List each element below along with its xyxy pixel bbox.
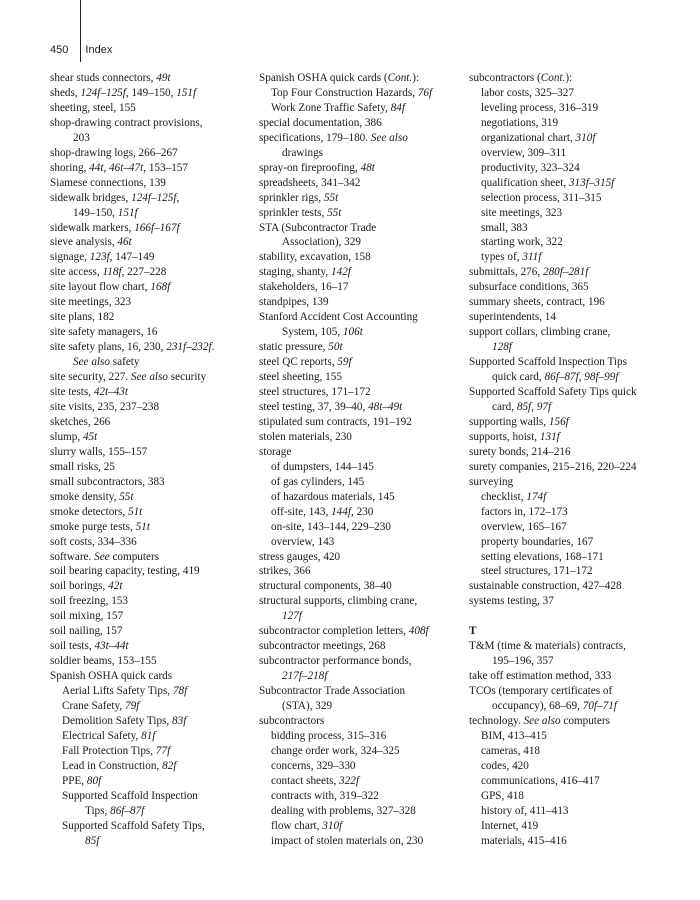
index-entry: 195–196, 357 (492, 655, 554, 668)
index-entry: steel structures, 171–172 (481, 565, 593, 578)
index-entry: factors in, 172–173 (481, 505, 568, 518)
index-entry: stipulated sum contracts, 191–192 (259, 415, 412, 428)
index-entry: setting elevations, 168–171 (481, 550, 604, 563)
index-entry: soil nailing, 157 (50, 625, 123, 638)
index-entry: soft costs, 334–336 (50, 535, 137, 548)
index-entry: on-site, 143–144, 229–230 (271, 520, 391, 533)
index-entry: subcontractors (259, 714, 325, 727)
index-entry: Demolition Safety Tips, 83f (62, 714, 187, 727)
index-entry: site tests, 42t–43t (50, 386, 129, 399)
index-entry: storage (259, 445, 292, 458)
index-entry: support collars, climbing crane, (469, 326, 611, 339)
index-entry: smoke detectors, 51t (50, 505, 143, 518)
index-entry: Spanish OSHA quick cards (50, 670, 173, 683)
index-entry: of gas cylinders, 145 (271, 475, 365, 488)
index-entry: shoring, 44t, 46t–47t, 153–157 (50, 161, 188, 174)
index-entry: concerns, 329–330 (271, 759, 356, 772)
index-entry: property boundaries, 167 (481, 535, 594, 548)
index-entry: selection process, 311–315 (481, 191, 602, 204)
index-entry: stakeholders, 16–17 (259, 281, 349, 294)
index-entry: surveying (469, 475, 514, 488)
index-entry: systems testing, 37 (469, 595, 554, 608)
index-entry: subcontractor performance bonds, (259, 655, 412, 668)
index-entry: structural supports, climbing crane, (259, 595, 418, 608)
index-entry: subcontractor completion letters, 408f (259, 625, 429, 638)
index-entry: contact sheets, 322f (271, 774, 359, 787)
index-entry: See also safety (73, 356, 140, 369)
index-entry: site access, 118f, 227–228 (50, 266, 167, 279)
index-entry: leveling process, 316–319 (481, 101, 599, 114)
index-entry: surety bonds, 214–216 (469, 445, 571, 458)
index-entry: structural components, 38–40 (259, 580, 392, 593)
index-entry: sieve analysis, 46t (50, 236, 132, 249)
index-entry: slump, 45t (50, 430, 98, 443)
index-entry: staging, shanty, 142f (259, 266, 351, 279)
index-entry: overview, 143 (271, 535, 335, 548)
index-entry: steel testing, 37, 39–40, 48t–49t (259, 400, 403, 413)
index-entry: Siamese connections, 139 (50, 176, 166, 189)
index-entry: TCOs (temporary certificates of (469, 685, 613, 698)
index-entry: qualification sheet, 313f–315f (481, 176, 615, 189)
index-entry: BIM, 413–415 (481, 729, 547, 742)
index-entry: sheeting, steel, 155 (50, 101, 136, 114)
index-entry: stolen materials, 230 (259, 430, 352, 443)
index-entry: 217f–218f (282, 670, 328, 683)
index-entry: flow chart, 310f (271, 819, 343, 832)
index-entry: special documentation, 386 (259, 116, 382, 129)
index-entry: cameras, 418 (481, 744, 541, 757)
section-letter: T (469, 625, 477, 638)
index-entry: Supported Scaffold Safety Tips quick (469, 386, 637, 399)
index-entry: organizational chart, 310f (481, 131, 596, 144)
index-entry: checklist, 174f (481, 490, 547, 503)
index-entry: System, 105, 106t (282, 326, 363, 339)
index-entry: small risks, 25 (50, 460, 115, 473)
index-entry: Stanford Accident Cost Accounting (259, 311, 418, 324)
index-entry: negotiations, 319 (481, 116, 559, 129)
index-entry: PPE, 80f (62, 774, 102, 787)
index-entry: Association), 329 (282, 236, 361, 249)
index-entry: subcontractor meetings, 268 (259, 640, 386, 653)
index-entry: site security, 227. See also security (50, 371, 207, 384)
index-column-1 (50, 71, 250, 849)
index-entry: GPS, 418 (481, 789, 524, 802)
index-entry: off-site, 143, 144f, 230 (271, 505, 374, 518)
index-entry: codes, 420 (481, 759, 529, 772)
index-entry: Supported Scaffold Inspection (62, 789, 198, 802)
index-entry: shop-drawing logs, 266–267 (50, 146, 178, 159)
index-entry: sidewalk bridges, 124f–125f, (50, 191, 180, 204)
index-entry: supporting walls, 156f (469, 415, 569, 428)
index-entry: take off estimation method, 333 (469, 670, 612, 683)
index-entry: surety companies, 215–216, 220–224 (469, 460, 637, 473)
index-entry: contracts with, 319–322 (271, 789, 379, 802)
index-entry: dealing with problems, 327–328 (271, 804, 416, 817)
index-entry: static pressure, 50t (259, 341, 343, 354)
index-entry: Top Four Construction Hazards, 76f (271, 86, 433, 99)
index-entry: site meetings, 323 (50, 296, 132, 309)
index-entry: Subcontractor Trade Association (259, 685, 406, 698)
index-entry: of hazardous materials, 145 (271, 490, 395, 503)
index-entry: sustainable construction, 427–428 (469, 580, 622, 593)
index-entry: stress gauges, 420 (259, 550, 341, 563)
index-entry: technology. See also computers (469, 715, 610, 728)
index-entry: soil mixing, 157 (50, 610, 124, 623)
index-entry: occupancy), 68–69, 70f–71f (492, 700, 617, 713)
index-entry: card, 85f, 97f (492, 400, 552, 413)
index-entry: 128f (492, 341, 512, 354)
index-entry: subcontractors (Cont.): (469, 72, 573, 84)
index-entry: shear studs connectors, 49t (50, 72, 171, 84)
index-entry: productivity, 323–324 (481, 161, 580, 174)
index-entry: smoke density, 55t (50, 490, 134, 503)
index-entry: site meetings, 323 (481, 206, 563, 219)
index-entry: quick card, 86f–87f, 98f–99f (492, 371, 619, 384)
index-entry: bidding process, 315–316 (271, 729, 387, 742)
index-entry: supports, hoist, 131f (469, 430, 560, 443)
index-entry: Electrical Safety, 81f (62, 729, 156, 742)
index-entry: Supported Scaffold Inspection Tips (469, 356, 627, 369)
index-entry: of dumpsters, 144–145 (271, 460, 374, 473)
index-entry: steel QC reports, 59f (259, 356, 352, 369)
index-entry: materials, 415–416 (481, 834, 567, 847)
index-entry: site safety managers, 16 (50, 326, 158, 339)
index-entry: shop-drawing contract provisions, (50, 116, 203, 129)
index-entry: soil tests, 43t–44t (50, 640, 129, 653)
index-entry: communications, 416–417 (481, 774, 600, 787)
index-entry: sidewalk markers, 166f–167f (50, 221, 180, 234)
index-entry: spray-on fireproofing, 48t (259, 161, 375, 174)
index-entry: history of, 411–413 (481, 804, 569, 817)
index-entry: standpipes, 139 (259, 296, 329, 309)
index-entry: (STA), 329 (282, 700, 333, 713)
index-entry: Crane Safety, 79f (62, 700, 140, 713)
index-entry: summary sheets, contract, 196 (469, 296, 605, 309)
index-entry: Internet, 419 (481, 819, 539, 832)
index-entry: Aerial Lifts Safety Tips, 78f (62, 685, 188, 698)
index-entry: T&M (time & materials) contracts, (469, 640, 626, 653)
index-entry: starting work, 322 (481, 236, 563, 249)
index-entry: Spanish OSHA quick cards (Cont.): (259, 72, 420, 84)
index-entry: Lead in Construction, 82f (62, 759, 177, 772)
index-entry: types of, 311f (481, 251, 542, 264)
index-entry: superintendents, 14 (469, 311, 556, 324)
index-entry: stability, excavation, 158 (259, 251, 371, 264)
index-entry: sheds, 124f–125f, 149–150, 151f (50, 86, 197, 99)
index-entry: small, 383 (481, 221, 528, 234)
index-entry: smoke purge tests, 51t (50, 520, 150, 533)
index-entry: impact of stolen materials on, 230 (271, 834, 424, 847)
index-entry: sprinkler rigs, 55t (259, 191, 339, 204)
index-entry: overview, 165–167 (481, 520, 567, 533)
header-title: Index (85, 44, 113, 56)
index-entry: site plans, 182 (50, 311, 115, 324)
index-entry: 127f (282, 610, 302, 623)
index-entry: 85f (85, 834, 100, 847)
index-entry: subsurface conditions, 365 (469, 281, 589, 294)
index-entry: STA (Subcontractor Trade (259, 221, 377, 234)
index-entry: Work Zone Traffic Safety, 84f (271, 101, 405, 114)
index-entry: soil bearing capacity, testing, 419 (50, 565, 200, 578)
index-entry: spreadsheets, 341–342 (259, 176, 361, 189)
index-entry: overview, 309–311 (481, 146, 567, 159)
index-entry: drawings (282, 146, 324, 159)
index-entry: site layout flow chart, 168f (50, 281, 171, 294)
index-entry: 149–150, 151f (73, 206, 138, 219)
index-entry: site visits, 235, 237–238 (50, 400, 160, 413)
index-entry: submittals, 276, 280f–281f (469, 266, 589, 279)
index-entry: labor costs, 325–327 (481, 86, 574, 99)
index-entry: soil borings, 42t (50, 580, 123, 593)
index-entry: soil freezing, 153 (50, 595, 128, 608)
index-entry: Supported Scaffold Safety Tips, (62, 819, 205, 832)
index-entry: steel structures, 171–172 (259, 386, 371, 399)
index-entry: steel sheeting, 155 (259, 371, 342, 384)
index-entry: slurry walls, 155–157 (50, 445, 148, 458)
index-entry: sprinkler tests, 55t (259, 206, 342, 219)
index-entry: 203 (73, 131, 90, 144)
running-header (50, 44, 112, 56)
index-entry: signage, 123f, 147–149 (50, 251, 155, 264)
index-entry: specifications, 179–180. See also (259, 131, 408, 144)
index-entry: site safety plans, 16, 230, 231f–232f. (50, 341, 215, 354)
index-entry: Fall Protection Tips, 77f (62, 744, 171, 757)
index-entry: strikes, 366 (259, 565, 311, 578)
index-column-3 (469, 71, 684, 849)
index-entry: sketches, 266 (50, 415, 111, 428)
page-number: 450 (50, 44, 69, 56)
index-entry: small subcontractors, 383 (50, 475, 165, 488)
index-entry: change order work, 324–325 (271, 744, 400, 757)
index-column-2 (259, 71, 464, 849)
index-entry: software. See computers (50, 550, 160, 563)
index-entry: Tips, 86f–87f (85, 804, 145, 817)
index-entry: soldier beams, 153–155 (50, 655, 157, 668)
